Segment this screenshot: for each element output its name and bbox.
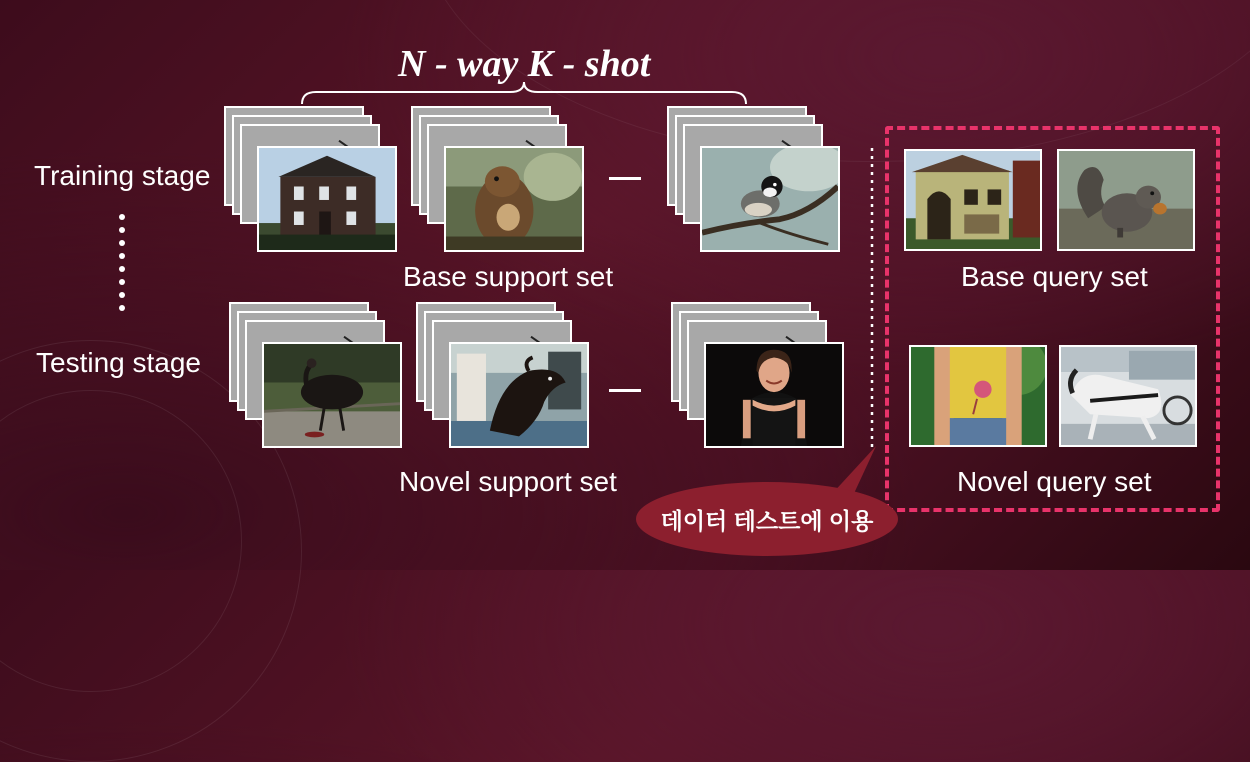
novel-query-set-label: Novel query set <box>957 466 1152 497</box>
base-query-image-squirrel <box>1057 149 1195 251</box>
base-support-image-house <box>257 146 397 252</box>
novel-support-set-label: Novel support set <box>399 466 617 497</box>
novel-query-image-person <box>909 345 1047 447</box>
base-support-image-bird <box>700 146 840 252</box>
stage-dotted-connector <box>119 214 125 314</box>
testing-stage-label: Testing stage <box>36 347 201 378</box>
novel-support-image-horse <box>449 342 589 448</box>
diagram-title: N - way K - shot <box>398 43 651 85</box>
ellipsis-dash-novel <box>609 389 641 392</box>
base-query-image-house <box>904 149 1042 251</box>
training-stage-label: Training stage <box>34 160 211 191</box>
base-support-image-squirrel <box>444 146 584 252</box>
support-query-separator <box>869 148 875 448</box>
ellipsis-dash-base <box>609 177 641 180</box>
novel-support-image-turkey <box>262 342 402 448</box>
base-support-set-label: Base support set <box>403 261 614 292</box>
novel-support-image-woman <box>704 342 844 448</box>
title-brace <box>298 80 750 108</box>
base-query-set-label: Base query set <box>961 261 1148 292</box>
test-data-callout <box>636 482 898 556</box>
novel-query-image-horse-cart <box>1059 345 1197 447</box>
test-data-callout-text: 데이터 테스트에 이용 <box>660 507 874 534</box>
